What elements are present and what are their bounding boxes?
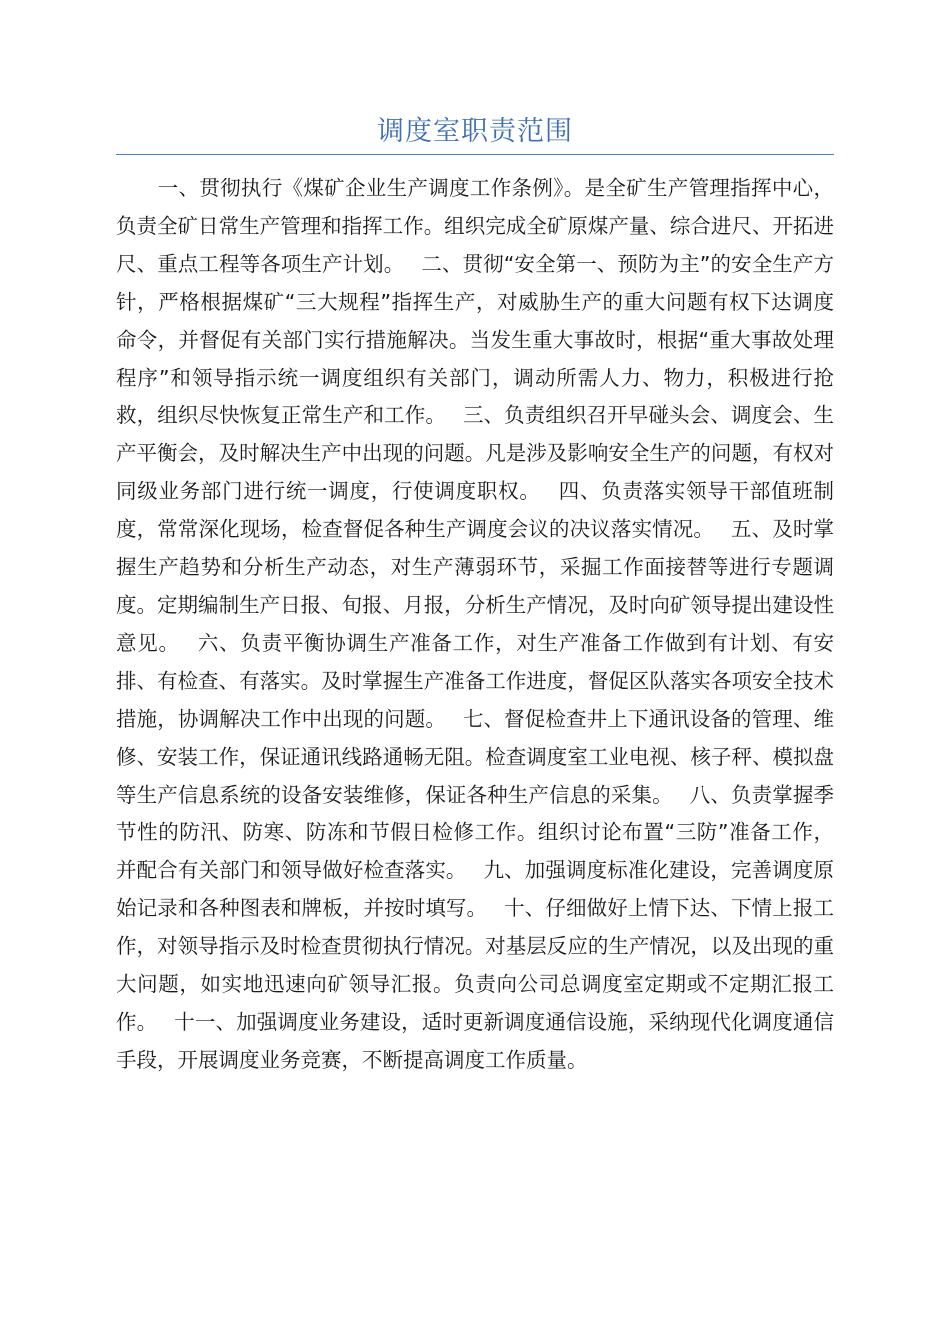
body-paragraph: 一、贯彻执行《煤矿企业生产调度工作条例》。是全矿生产管理指挥中心，负责全矿日常生产管理和指挥工作。组织完成全矿原煤产量、综合进尺、开拓进尺、重点工程等各项生产计划。 二、贯彻“安全第一、预防为主”的安全生产方针，严格根据煤矿“三大规程”指挥生产，对威胁生产的重大问题有权下达调度命令，并督促有关部门实行措施解决。当发生重大事故时，根据“重大事故处理程序”和领导指示统一调度组织有关部门，调动所需人力、物力，积极进行抢救，组织尽快恢复正常生产和工作。 三、负责组织召开早碰头会、调度会、生产平衡会，及时解决生产中出现的问题。凡是涉及影响安全生产的问题，有权对同级业务部门进行统一调度，行使调度职权。 四、负责落实领导干部值班制度，常常深化现场，检查督促各种生产调度会议的决议落实情况。 五、及时掌握生产趋势和分析生产动态，对生产薄弱环节，采掘工作面接替等进行专题调度。定期编制生产日报、旬报、月报，分析生产情况，及时向矿领导提出建设性意见。 六、负责平衡协调生产准备工作，对生产准备工作做到有计划、有安排、有检查、有落实。及时掌握生产准备工作进度，督促区队落实各项安全技术措施，协调解决工作中出现的问题。 七、督促检查井上下通讯设备的管理、维修、安装工作，保证通讯线路通畅无阻。检查调度室工业电视、核子秤、模拟盘等生产信息系统的设备安装维修，保证各种生产信息的采集。 八、负责掌握季节性的防汛、防寒、防冻和节假日检修工作。组织讨论布置“三防”准备工作，并配合有关部门和领导做好检查落实。 九、加强调度标准化建设，完善调度原始记录和各种图表和牌板，并按时填写。 十、仔细做好上情下达、下情上报工作，对领导指示及时检查贯彻执行情况。对基层反应的生产情况，以及出现的重大问题，如实地迅速向矿领导汇报。负责向公司总调度室定期或不定期汇报工作。 十一、加强调度业务建设，适时更新调度通信设施，采纳现代化调度通信手段，开展调度业务竞赛，不断提高调度工作质量。 xyxy=(116,176,834,1072)
title-block xyxy=(116,112,834,155)
page-title: 调度室职责范围 xyxy=(377,116,573,147)
title-underline xyxy=(116,154,834,155)
